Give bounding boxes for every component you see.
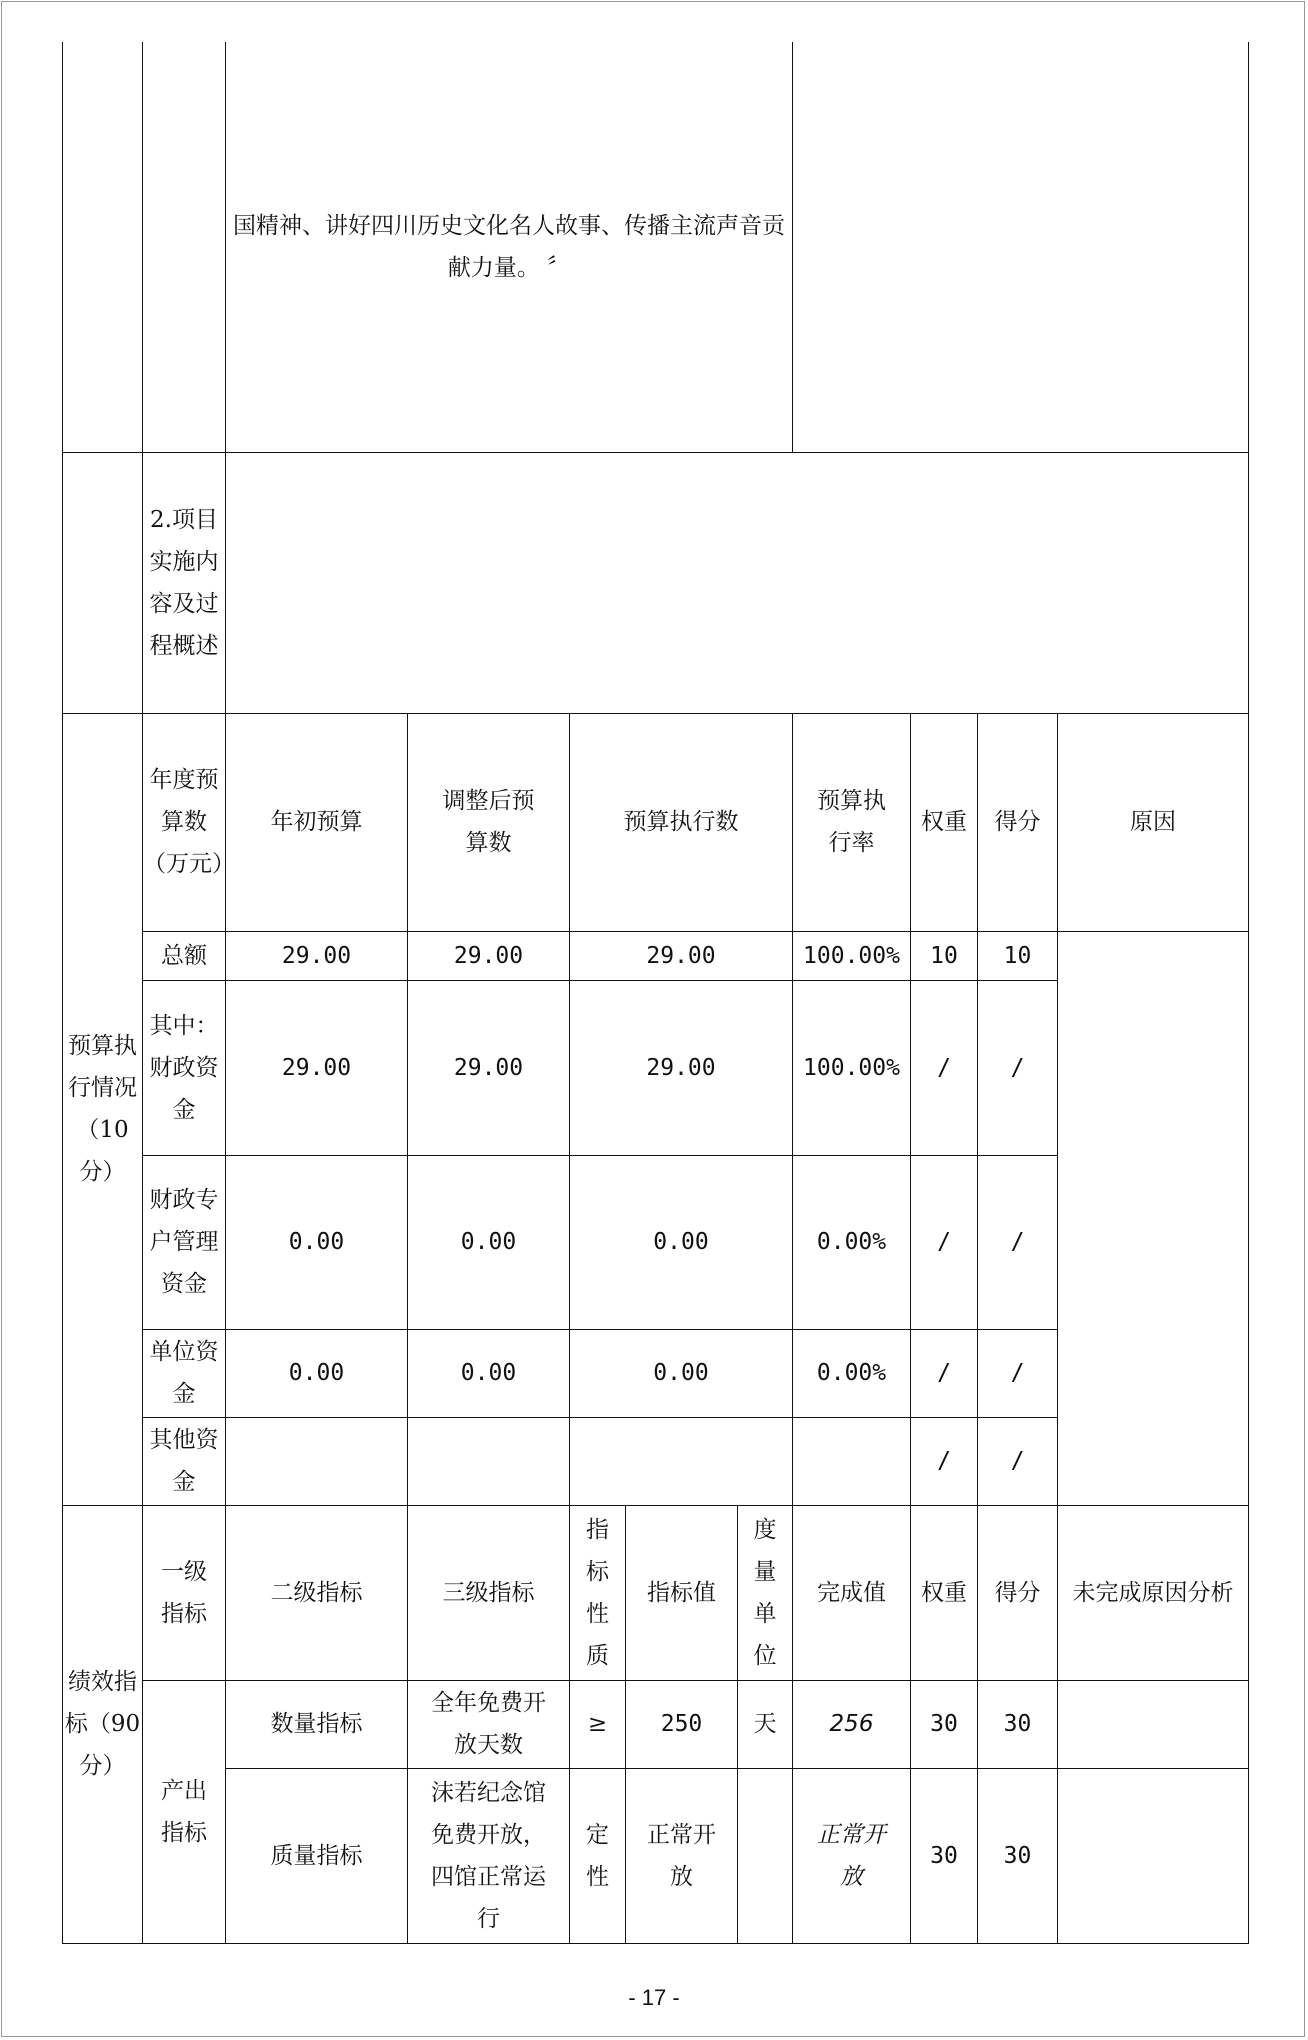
budget-row-adjusted: 0.00 bbox=[408, 1155, 570, 1329]
intro-right-cell bbox=[793, 42, 1249, 452]
intro-label-cell bbox=[143, 42, 226, 452]
budget-row-label: 单位资金 bbox=[143, 1329, 226, 1417]
budget-row-rate: 100.00% bbox=[793, 931, 911, 980]
budget-row-rate: 0.00% bbox=[793, 1155, 911, 1329]
perf-row-analysis bbox=[1058, 1768, 1249, 1943]
budget-row-adjusted: 29.00 bbox=[408, 980, 570, 1155]
budget-row-label: 总额 bbox=[143, 931, 226, 980]
budget-header-annual: 年度预算数（万元） bbox=[143, 713, 226, 931]
budget-row-adjusted: 0.00 bbox=[408, 1329, 570, 1417]
budget-row-label: 其中：财政资金 bbox=[143, 980, 226, 1155]
perf-header-unit: 度量单位 bbox=[738, 1505, 793, 1680]
budget-row-initial: 29.00 bbox=[226, 980, 408, 1155]
implementation-left-cell bbox=[63, 452, 143, 713]
perf-header-weight: 权重 bbox=[911, 1505, 978, 1680]
budget-header-weight: 权重 bbox=[911, 713, 978, 931]
budget-row-executed bbox=[570, 1417, 793, 1505]
perf-row-level2: 质量指标 bbox=[226, 1768, 408, 1943]
perf-header-analysis: 未完成原因分析 bbox=[1058, 1505, 1249, 1680]
perf-header-level3: 三级指标 bbox=[408, 1505, 570, 1680]
budget-row-rate: 100.00% bbox=[793, 980, 911, 1155]
budget-row-score: / bbox=[978, 1329, 1058, 1417]
budget-row-weight: / bbox=[911, 1417, 978, 1505]
intro-left-cell bbox=[63, 42, 143, 452]
budget-row-initial bbox=[226, 1417, 408, 1505]
implementation-content bbox=[226, 452, 1249, 713]
budget-reason-cell bbox=[1058, 931, 1249, 1505]
perf-row-nature: ≥ bbox=[570, 1680, 626, 1768]
budget-header-rate: 预算执行率 bbox=[793, 713, 911, 931]
budget-row-initial: 0.00 bbox=[226, 1329, 408, 1417]
perf-header-score: 得分 bbox=[978, 1505, 1058, 1680]
budget-header-executed: 预算执行数 bbox=[570, 713, 793, 931]
budget-row-score: / bbox=[978, 980, 1058, 1155]
budget-row-label: 财政专户管理资金 bbox=[143, 1155, 226, 1329]
budget-row-score: / bbox=[978, 1417, 1058, 1505]
perf-header-value: 指标值 bbox=[626, 1505, 738, 1680]
budget-row-score: / bbox=[978, 1155, 1058, 1329]
budget-header-adjusted: 调整后预算数 bbox=[408, 713, 570, 931]
budget-row-adjusted: 29.00 bbox=[408, 931, 570, 980]
budget-row-initial: 0.00 bbox=[226, 1155, 408, 1329]
perf-row-analysis bbox=[1058, 1680, 1249, 1768]
budget-row-label: 其他资金 bbox=[143, 1417, 226, 1505]
perf-row-value: 250 bbox=[626, 1680, 738, 1768]
perf-row-score: 30 bbox=[978, 1680, 1058, 1768]
perf-row-weight: 30 bbox=[911, 1768, 978, 1943]
budget-row-weight: / bbox=[911, 1329, 978, 1417]
perf-header-level2: 二级指标 bbox=[226, 1505, 408, 1680]
performance-section-label: 绩效指标（90分） bbox=[63, 1505, 143, 1943]
perf-output-label: 产出指标 bbox=[143, 1680, 226, 1943]
perf-row-nature: 定性 bbox=[570, 1768, 626, 1943]
page-number: - 17 - bbox=[628, 1985, 680, 2010]
perf-header-level1: 一级指标 bbox=[143, 1505, 226, 1680]
intro-text: 国精神、讲好四川历史文化名人故事、传播主流声音贡献力量。 〞 bbox=[226, 42, 793, 452]
perf-row-completed: 256 bbox=[793, 1680, 911, 1768]
budget-header-initial: 年初预算 bbox=[226, 713, 408, 931]
performance-evaluation-table bbox=[62, 42, 1249, 1944]
budget-row-rate: 0.00% bbox=[793, 1329, 911, 1417]
budget-header-score: 得分 bbox=[978, 713, 1058, 931]
perf-row-completed: 正常开放 bbox=[793, 1768, 911, 1943]
perf-row-unit bbox=[738, 1768, 793, 1943]
perf-row-level2: 数量指标 bbox=[226, 1680, 408, 1768]
perf-row-unit: 天 bbox=[738, 1680, 793, 1768]
budget-header-reason: 原因 bbox=[1058, 713, 1249, 931]
perf-row-score: 30 bbox=[978, 1768, 1058, 1943]
budget-row-adjusted bbox=[408, 1417, 570, 1505]
budget-row-executed: 0.00 bbox=[570, 1329, 793, 1417]
budget-row-weight: / bbox=[911, 980, 978, 1155]
perf-header-completed: 完成值 bbox=[793, 1505, 911, 1680]
budget-row-score: 10 bbox=[978, 931, 1058, 980]
budget-row-initial: 29.00 bbox=[226, 931, 408, 980]
budget-row-executed: 0.00 bbox=[570, 1155, 793, 1329]
perf-row-weight: 30 bbox=[911, 1680, 978, 1768]
perf-header-nature: 指标性质 bbox=[570, 1505, 626, 1680]
budget-section-label: 预算执行情况（10分） bbox=[63, 713, 143, 1505]
perf-row-value: 正常开放 bbox=[626, 1768, 738, 1943]
budget-row-executed: 29.00 bbox=[570, 931, 793, 980]
budget-row-weight: / bbox=[911, 1155, 978, 1329]
perf-row-level3: 沫若纪念馆免费开放，四馆正常运行 bbox=[408, 1768, 570, 1943]
perf-row-level3: 全年免费开放天数 bbox=[408, 1680, 570, 1768]
budget-row-rate bbox=[793, 1417, 911, 1505]
implementation-label: 2.项目实施内容及过程概述 bbox=[143, 452, 226, 713]
budget-row-executed: 29.00 bbox=[570, 980, 793, 1155]
budget-row-weight: 10 bbox=[911, 931, 978, 980]
